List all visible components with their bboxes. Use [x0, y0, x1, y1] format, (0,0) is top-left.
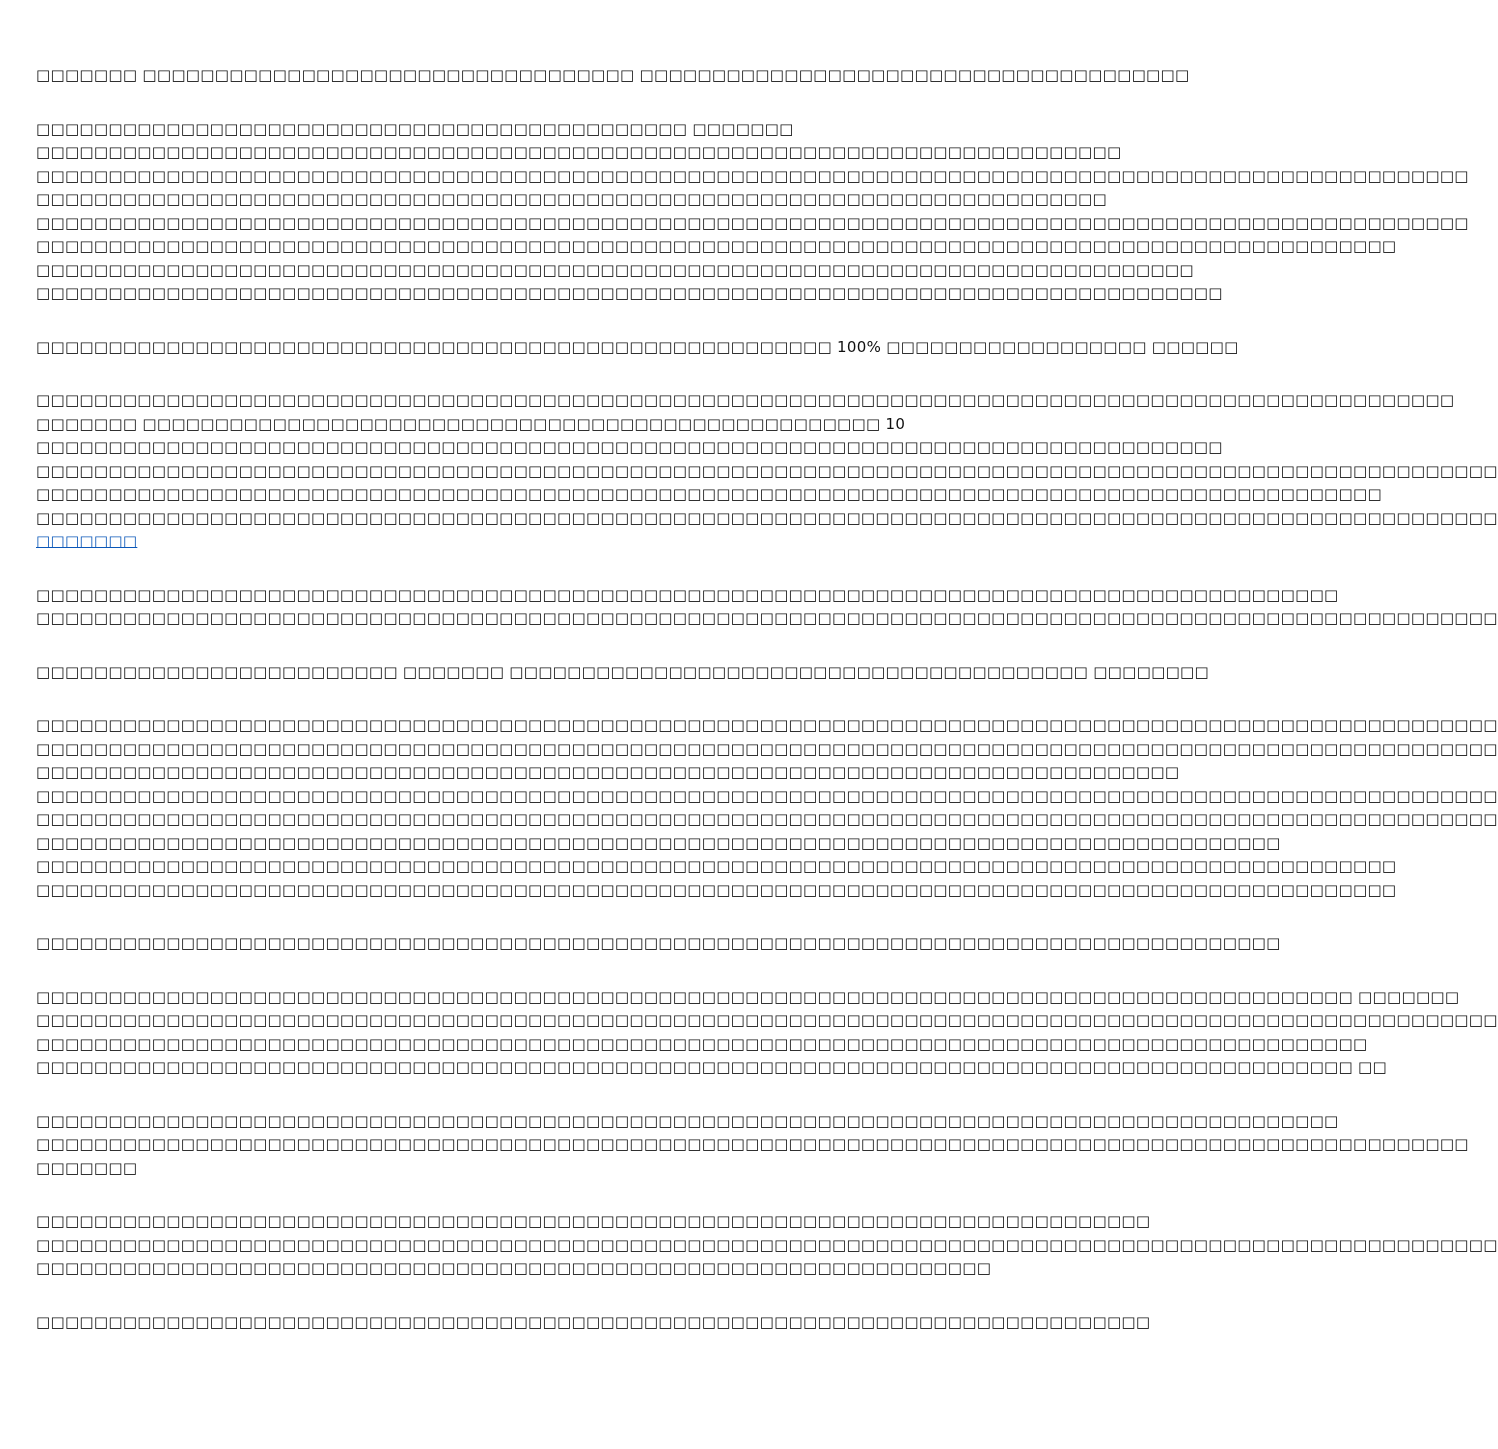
text-line: □□□□□□□ □□□□□□□□□□□□□□□□□□□□□□□□□□□□□□□□□□ □□□□□□□□□□□□□□□□□□□□□□□□□□□□□□□□□□□□□□ [36, 66, 1190, 84]
text-line: □□□□□□□□□□□□□□□□□□□□□□□□□□□□□□□□□□□□□□□□□□□□□□□□□□□□□□□□□□□□□□□□□□□□□□□□□□□□□ [36, 1312, 1151, 1331]
text-line: □□□□□□□□□□□□□□□□□□□□□□□□□□□□□□□□□□□□□□□□□□□□□□□□□□□□□□□□□□□□□□□□□□□□□□□□□□□□□□□□□□□□□□□□□□□ □□ [36, 1058, 1387, 1076]
text-line: □□□□□□□□□□□□□□□□□□□□□□□□□□□□□□□□□□□□□□□□□□□□□□□□□□□□□□□□□□□□□□□□□□□□□□□□□□□□□□□□□□□□□□□□□□□□ [36, 1034, 1368, 1053]
text-line: □□□□□□□□□□□□□□□□□□□□□□□□□□□□□□□□□□□□□□□□□□□□□□□□□□□□□□□□□□□□□□□□□□□□□□□□□□□□□□□□ [36, 260, 1194, 279]
paragraph [36, 1110, 1469, 1181]
paragraph [36, 336, 1239, 360]
text-line: □□□□□□□□□□□□□□□□□□□□□□□□□□□□□□□□□□□□□□□□□□□□□□□□□□□□□□□□□□□□□□□□□□□□□□□□□□□□□□□□□□□□□□□□□□□□□□□□□□ [36, 391, 1455, 409]
text-line: □□□□□□□□□□□□□□□□□□□□□□□□□□□□□□□□□□□□□□□□□□□□□□□□□□□□□□□□□□□□□□□□□□□□□□□□□□ [36, 190, 1107, 208]
paragraph [36, 714, 1498, 902]
paragraph [36, 986, 1498, 1080]
text-line: □□□□□□□□□□□□□□□□□□□□□□□□□□□□□□□□□□□□□□□□□□□□□□□□□□□□□□□□□□□□□□□□□□□□□□□□□□□□□□□□□□□□□□□□□□□□□□□□□□□□□ [36, 739, 1498, 758]
paragraph [36, 1210, 1498, 1281]
text-line: □□□□□□□□□□□□□□□□□□□□□□□□□□□□□□□□□□□□□□□□□□□□□□□□□□□□□□□□□□□□□□□□□□□□□□□□□□□□□□□□□□□□□□□□□□□□□□□□□□□□□ [36, 461, 1498, 480]
text-line: □□□□□□□□□□□□□□□□□□□□□□□□□□□□□□□□□□□□□□□□□□□□□□□□□□□□□□□□□□□□□□□□□□□□□□□□□□□□□□□□□□□□□□ [36, 934, 1281, 952]
text-line: □□□□□□□□□□□□□□□□□□□□□□□□□□□□□□□□□□□□□□□□□□□□□□□□□□□□□□□□□□□□□□□□□□□□□□□□□□□□□□□□□□ [36, 438, 1223, 456]
text-line: □□□□□□□□□□□□□□□□□□□□□□□□□□□□□□□□□□□□□□□□□□□□□□□□□□□□□□□□□□□□□□□□□□□□□□□□□□□□□□□□□□□□□□□□□□□□□□ [36, 857, 1397, 875]
text-line: □□□□□□□□□□□□□□□□□□□□□□□□□□□□□□□□□□□□□□□□□□□□□□□□□□□□□□□□□□□□□□□□□□□□□□□□□□□□□□□□□□□□□□ [36, 833, 1281, 852]
text-line: □□□□□□□□□□□□□□□□□□□□□□□□□□□□□□□□□□□□□□□□□□□□□□□□□□□□□□□□□□□□□□□□□□□□□□□□□□□□□□□□□□ [36, 284, 1223, 302]
text-line: □□□□□□□ □□□□□□□□□□□□□□□□□□□□□□□□□□□□□□□□□□□□□□□□□□□□□□□□□□□ 10 [36, 414, 906, 433]
text-line: □□□□□□□□□□□□□□□□□□□□□□□□□□□□□□□□□□□□□□□□□□□□□□□□□□□□□□□□□□□□□□□□□□□□□□□□□□□□□□□□□□□□□□□□□□ [36, 585, 1339, 604]
text-line: □□□□□□□□□□□□□□□□□□□□□□□□□□□□□□□□□□□□□□□□□□□□□□□□□□□□□□□□□□□□□□□□□□□□□□□□□□□□□□□□□□□□□□□□□□□□□□□□□□□ [36, 1135, 1469, 1153]
paragraph [36, 118, 1469, 306]
text-line: □□□□□□□□□□□□□□□□□□□□□□□□□□□□□□□□□□□□□□□□□□□□□□□□□□□□□□□□□□□□□□□□□□ [36, 1259, 992, 1277]
text-line: □□□□□□□□□□□□□□□□□□□□□□□□□□□□□□□□□□□□□□□□□□□□□□□□□□□□□□□□□□□□□□□□□□□□□□□□□□□□□□□□□□□□□□□□□□□□□□ [36, 237, 1397, 255]
text-line: □□□□□□□□□□□□□□□□□□□□□□□□□□□□□□□□□□□□□□□□□□□□□□□□□□□□□□□□□□□□□□□□□□□□□□□□□□□□□ [36, 1212, 1151, 1230]
text-line: □□□□□□□□□□□□□□□□□□□□□□□□□□□□□□□□□□□□□□□□□□□□□□□□□□□□□□□□□□□□□□□□□□□□□□□□□□□□□□□□□□□□□□□□□□□ □□□□□□□ [36, 987, 1460, 1006]
text-line: □□□□□□□□□□□□□□□□□□□□□□□□□□□□□□□□□□□□□□□□□□□□□□□□□□□□□□□□□□□□□□□□□□□□□□□□□□□□□□□ [36, 763, 1180, 781]
text-line: □□□□□□□□□□□□□□□□□□□□□□□□□□□□□□□□□□□□□□□□□□□□□□□□□□□□□□□□□□□□□□□□□□□□□□□□□□□□□□□□□□□□□□□□□□□□□□ [36, 880, 1397, 899]
text-line: □□□□□□□ [36, 1158, 138, 1177]
text-line: □□□□□□□□□□□□□□□□□□□□□□□□□□□□□□□□□□□□□□□□□□□□□□□□□□□□□□□□□□□□□□□□□□□□□□□□□□□□□□□□□□□□□□□□□□□□□□□□□□□ [36, 213, 1469, 232]
text-line: □□□□□□□□□□□□□□□□□□□□□□□□□□□□□□□□□□□□□□□□□□□□□□□□□□□□□□□□□□□□□□□□□□□□□□□□□□□□□□□□□□□□□□□□□□□□□□□□□□□□□ [36, 1235, 1498, 1254]
text-line: □□□□□□□□□□□□□□□□□□□□□□□□□□□□□□□□□□□□□□□□□□□□□□□□□□□□□□□□□□□□□□□□□□□□□□□□□□□□□□□□□□□□□□□□□□□□□□□□□□□□□ [36, 786, 1498, 805]
text-line: □□□□□□□□□□□□□□□□□□□□□□□□□□□□□□□□□□□□□□□□□□□□□□□□□□□□□□□□□□□□□□□□□□□□□□□□□□□□□□□□□□□□□□□□□□□□□□□□□□□□□ [36, 716, 1498, 734]
paragraph [36, 1311, 1151, 1335]
text-line: □□□□□□□□□□□□□□□□□□□□□□□□□□□□□□□□□□□□□□□□□□□□□□□□□□□□□□□□□□□□□□□□□□□□□□□□□□□□□□□□□□□□□□□□□□□□□□□□□□□□□ [36, 609, 1498, 627]
paragraph [36, 661, 1209, 685]
text-line: □□□□□□□□□□□□□□□□□□□□□□□□□□□□□□□□□□□□□□□□□□□□□□□□□□□□□□□□□□□□□□□□□□□□□□□□□□□□□□□□□□□□□□□□□□□□□□□□□□□□□ [36, 508, 1498, 527]
text-line: □□□□□□□□□□□□□□□□□□□□□□□□□□□□□□□□□□□□□□□□□□□□□□□□□□□□□□□□□□□□□□□□□□□□□□□□□□□□□□□□□□□□□□□□□□□□□□□□□□□□□ [36, 1011, 1498, 1029]
text-line: □□□□□□□□□□□□□□□□□□□□□□□□□□□□□□□□□□□□□□□□□□□□□□□□□□□□□□□□□□□□□□□□□□□□□□□□□□□□□□□□□□□□□□□□□□□□□□□□□□□□□ [36, 810, 1498, 828]
text-line: □□□□□□□□□□□□□□□□□□□□□□□□□□□□□□□□□□□□□□□□□□□□□□□□□□□□□□□ 100% □□□□□□□□□□□□□□□□□□ □□□□□□ [36, 337, 1239, 356]
text-link[interactable]: □□□□□□□ [36, 532, 138, 550]
text-line: □□□□□□□□□□□□□□□□□□□□□□□□□□□□□□□□□□□□□□□□□□□□□ □□□□□□□ [36, 119, 794, 138]
paragraph [36, 64, 1190, 88]
paragraph [36, 584, 1498, 631]
paragraph [36, 932, 1281, 956]
text-line: □□□□□□□□□□□□□□□□□□□□□□□□□□□□□□□□□□□□□□□□□□□□□□□□□□□□□□□□□□□□□□□□□□□□□□□□□□□□□□□□□□□□□□□□□□ [36, 1111, 1339, 1130]
text-line: □□□□□□□□□□□□□□□□□□□□□□□□□□□□□□□□□□□□□□□□□□□□□□□□□□□□□□□□□□□□□□□□□□□□□□□□□□□ [36, 143, 1122, 161]
document-body [36, 64, 1498, 1364]
text-line: □□□□□□□□□□□□□□□□□□□□□□□□□□□□□□□□□□□□□□□□□□□□□□□□□□□□□□□□□□□□□□□□□□□□□□□□□□□□□□□□□□□□□□□□□□□□□□□□□□□ [36, 166, 1469, 185]
text-line: □□□□□□□□□□□□□□□□□□□□□□□□□ □□□□□□□ □□□□□□□□□□□□□□□□□□□□□□□□□□□□□□□□□□□□□□□□ □□□□□□□□ [36, 662, 1209, 681]
paragraph [36, 389, 1498, 554]
text-line: □□□□□□□□□□□□□□□□□□□□□□□□□□□□□□□□□□□□□□□□□□□□□□□□□□□□□□□□□□□□□□□□□□□□□□□□□□□□□□□□□□□□□□□□□□□□□ [36, 485, 1382, 503]
